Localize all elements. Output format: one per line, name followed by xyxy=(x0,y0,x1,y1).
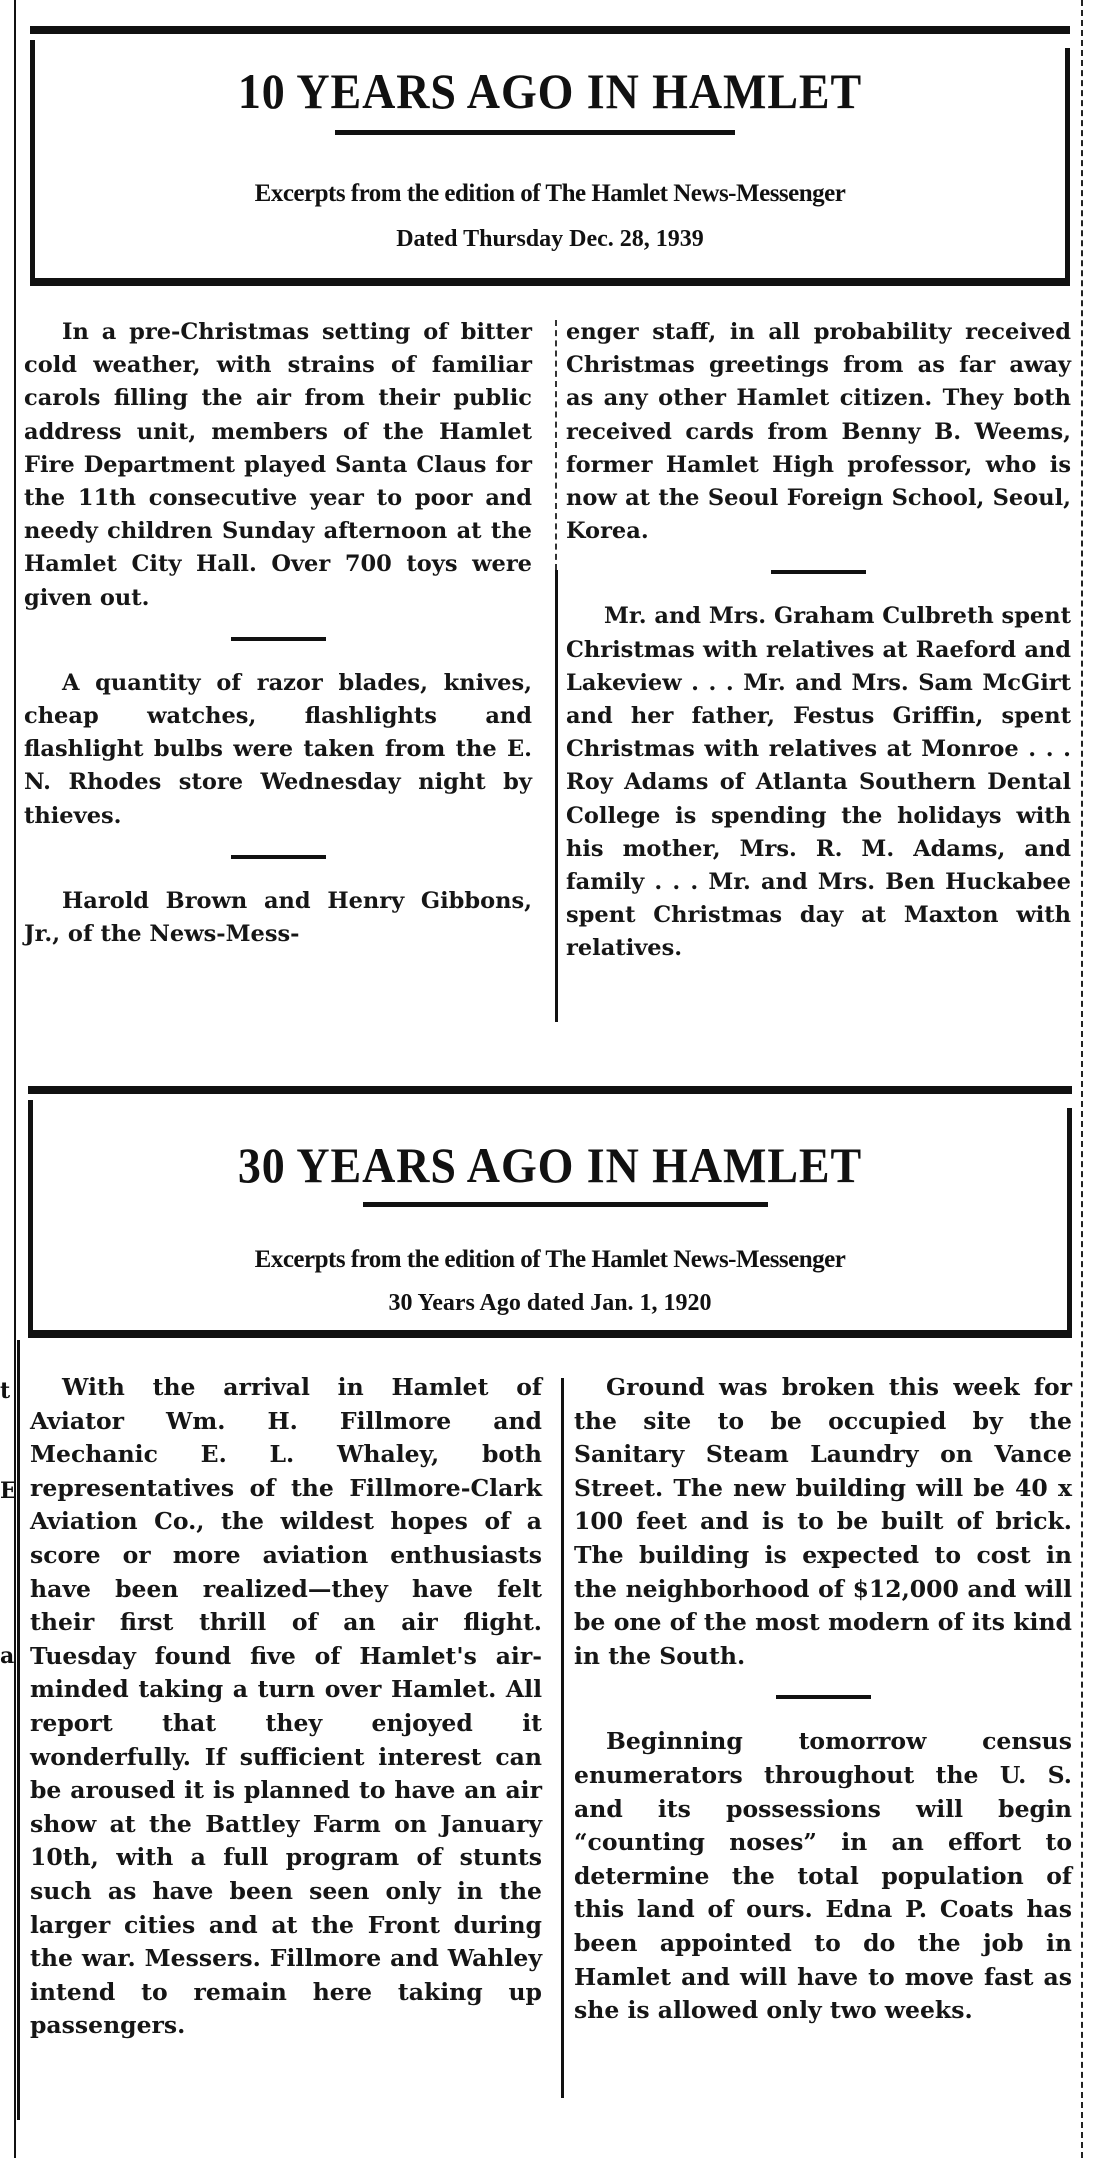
box-rule-top xyxy=(28,1086,1072,1094)
column-divider xyxy=(561,1378,564,2098)
section-subtitle: Excerpts from the edition of The Hamlet News-Messenger xyxy=(254,180,846,207)
section-title: 30 YEARS AGO IN HAMLET xyxy=(237,1137,863,1193)
article-separator xyxy=(231,855,326,859)
column-divider xyxy=(555,320,557,570)
header-box-30-years xyxy=(28,1086,1072,1340)
column-left xyxy=(30,1371,542,2043)
article-paragraph: A quantity of razor blades, knives, cheap watches, flashlights and flashlight bulbs were taken from the E. N. Rhodes store Wednesday night by thieves. xyxy=(24,669,532,829)
article-separator xyxy=(776,1695,871,1699)
title-underline xyxy=(335,130,735,135)
adjacent-column-fragment: a xyxy=(0,1643,15,1669)
section-left-border xyxy=(17,1340,20,2120)
article-paragraph: In a pre-Christmas setting of bitter cold weather, with strains of familiar carols filling the air from their public address unit, members of the Hamlet Fire Department played Santa Claus for the 11th consecutive year to poor and needy children Sunday afternoon at the Hamlet City Hall. Over 700 toys were given out. xyxy=(24,319,532,611)
section-title: 10 YEARS AGO IN HAMLET xyxy=(237,63,863,119)
article-paragraph: Harold Brown and Henry Gibbons, Jr., of the News-Mess- xyxy=(24,887,532,948)
title-underline xyxy=(363,1202,768,1207)
adjacent-column-fragment: E xyxy=(0,1478,17,1504)
article-paragraph: enger staff, in all probability received Christmas greetings from as far away as any other Hamlet citizen. They both received cards from Benny B. Weems, former Hamlet High professor, who is now at the Seoul Foreign School, Seoul, Korea. xyxy=(566,319,1071,545)
page-right-border xyxy=(1081,0,1083,2158)
adjacent-column-fragment: t xyxy=(0,1378,11,1404)
column-right xyxy=(566,316,1071,966)
article-paragraph: With the arrival in Hamlet of Aviator Wm. H. Fillmore and Mechanic E. L. Whaley, both representatives of the Fillmore-Clark Aviation Co., the wildest hopes of a score or more aviation enthusiasts have been realized—they have felt their first thrill of an air flight. Tuesday found five of Hamlet's air-minded taking a turn over Hamlet. All report that they enjoyed it wonderfully. If sufficient interest can be aroused it is planned to have an air show at the Battley Farm on January 10th, with a full program of stunts such as have been seen only in the larger cities and at the Front during the war. Messers. Fillmore and Wahley intend to remain here taking up passengers. xyxy=(30,1373,542,2040)
article-paragraph: Mr. and Mrs. Graham Culbreth spent Christmas with relatives at Raeford and Lakeview . . . Mr. and Mrs. Sam McGirt and her father, Festus Griffin, spent Christmas with relatives at Monroe . . . Roy Adams of Atlanta Southern Dental College is spending the holidays with his mother, Mrs. R. M. Adams, and family . . . Mr. and Mrs. Ben Huckabee spent Christmas day at Maxton with relatives. xyxy=(566,603,1071,962)
column-left xyxy=(24,316,532,951)
article-paragraph: Ground was broken this week for the site to be occupied by the Sanitary Steam Laundry on Vance Street. The new building will be 40 x 100 feet and is to be built of brick. The building is expected to cost in the neighborhood of $12,000 and will be one of the most modern of its kind in the South. xyxy=(574,1373,1072,1670)
article-separator xyxy=(231,637,326,641)
article-separator xyxy=(771,570,866,574)
section-dateline: 30 Years Ago dated Jan. 1, 1920 xyxy=(388,1290,712,1316)
box-rule-top xyxy=(30,26,1070,34)
article-paragraph: Beginning tomorrow census enumerators throughout the U. S. and its possessions will begin “counting noses” in an effort to determine the total population of this land of ours. Edna P. Coats has been appointed to do the job in Hamlet and will have to move fast as she is allowed only two weeks. xyxy=(574,1727,1072,2025)
header-box-10-years xyxy=(30,26,1070,288)
page-left-border xyxy=(14,0,16,2158)
section-dateline: Dated Thursday Dec. 28, 1939 xyxy=(396,226,704,252)
box-rule-bottom xyxy=(30,278,1070,286)
box-rule-bottom xyxy=(28,1330,1072,1338)
column-divider xyxy=(555,570,558,1022)
column-right xyxy=(574,1371,1072,2028)
section-subtitle: Excerpts from the edition of The Hamlet News-Messenger xyxy=(254,1246,846,1273)
